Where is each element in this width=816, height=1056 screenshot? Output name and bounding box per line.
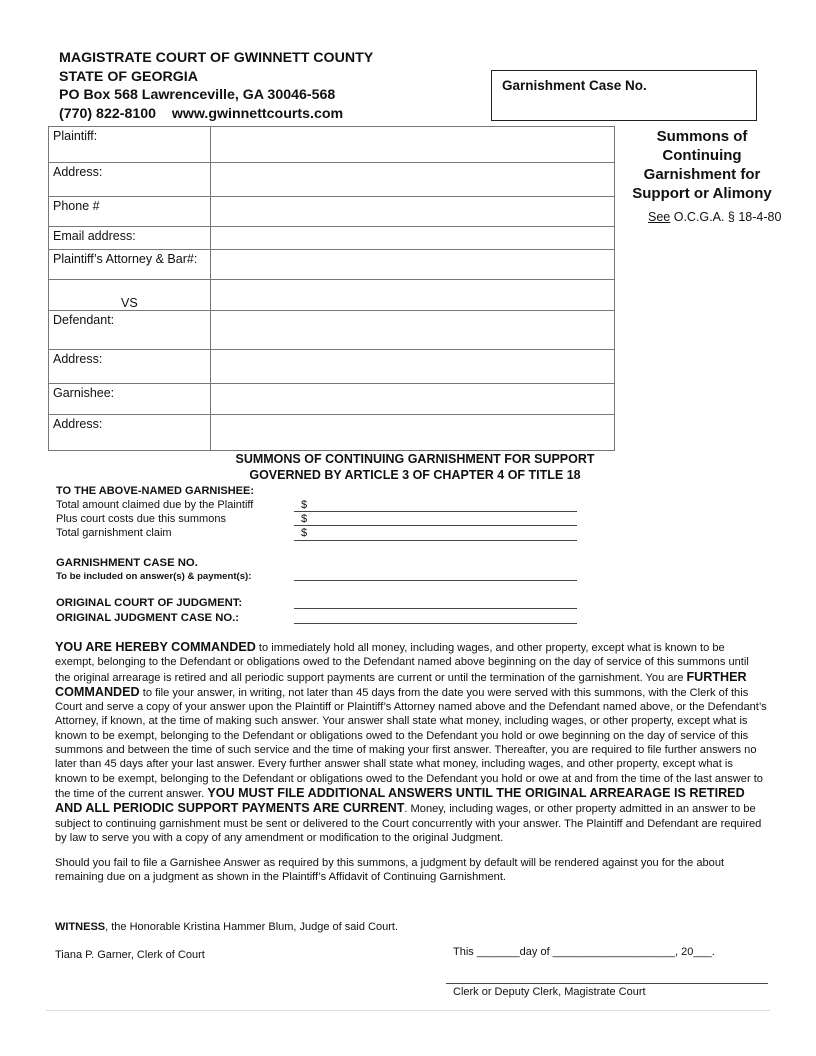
phone-field[interactable] [211,197,615,227]
command-paragraph [55,640,767,845]
court-address: PO Box 568 Lawrenceville, GA 30046-568 [59,87,336,103]
total-claim-field[interactable] [294,540,577,541]
garnishee-address-label: Address: [49,415,211,451]
currency-symbol: $ [301,527,308,539]
body-text: . Money, including wages, or other property admitted in an answer to be subject to continuing garnishment must be sent or delivered to the Court concurrently with your answer. The Plaintiff and Defendant are required by law to serve you with a copy of any amendment or modification to the original Judgment. [55,803,762,844]
plaintiff-label: Plaintiff: [49,127,211,163]
defendant-field[interactable] [211,311,615,350]
garnishee-field[interactable] [211,384,615,415]
defendant-address-field[interactable] [211,350,615,384]
phone-label: Phone # [49,197,211,227]
case-no-field[interactable] [294,580,577,581]
parties-table [48,126,615,451]
default-paragraph: Should you fail to file a Garnishee Answer as required by this summons, a judgment by default will be rendered against you for the about remaining due on a judgment as shown in the Plaintiff’s Affidavit of Continuing Garnishment. [55,857,725,884]
court-costs-label: Plus court costs due this summons [56,513,226,525]
witness-label: WITNESS [55,921,106,933]
currency-symbol: $ [301,499,308,511]
must-file-notice: YOU MUST FILE ADDITIONAL ANSWERS UNTIL THE ORIGINAL ARREARAGE IS RETIRED AND ALL PERIODIC SUPPORT PAYMENTS ARE CURRENT [55,785,745,816]
signature-line[interactable] [446,983,768,984]
garnishee-label: Garnishee: [49,384,211,415]
further-commanded: FURTHER COMMANDED [55,669,747,699]
original-court-label: ORIGINAL COURT OF JUDGMENT: [56,597,243,609]
vs-label: VS [49,280,211,311]
statute-reference [648,210,781,224]
court-phone: (770) 822-8100 [59,105,157,122]
attorney-field[interactable] [211,250,615,280]
case-no-note: To be included on answer(s) & payment(s): [56,571,252,582]
defendant-address-label: Address: [49,350,211,384]
witness-line [55,921,398,933]
form-title-line: Continuing [662,147,742,164]
see-label: See [648,210,671,224]
summons-heading-line: SUMMONS OF CONTINUING GARNISHMENT FOR SUPPORT [235,452,595,466]
court-state: STATE OF GEORGIA [59,68,198,85]
total-claimed-field[interactable] [294,511,577,512]
clerk-name: Tiana P. Garner, Clerk of Court [55,949,205,961]
witness-text: , the Honorable Kristina Hammer Blum, Judge of said Court. [105,921,398,933]
citation: O.C.G.A. § 18-4-80 [673,210,782,224]
form-title-line: Support or Alimony [632,185,772,202]
original-court-field[interactable] [294,608,577,609]
court-contact [59,105,373,124]
to-garnishee-label: TO THE ABOVE-NAMED GARNISHEE: [56,485,255,497]
case-number-label: Garnishment Case No. [502,78,647,93]
defendant-label: Defendant: [49,311,211,350]
plaintiff-address-field[interactable] [211,163,615,197]
form-title-line: Garnishment for [643,166,761,183]
vs-spacer-field[interactable] [211,280,615,311]
email-field[interactable] [211,227,615,250]
court-header [59,49,373,123]
plaintiff-address-label: Address: [49,163,211,197]
summons-heading [200,451,630,483]
total-claim-label: Total garnishment claim [56,527,172,539]
page-divider [46,1010,770,1011]
case-no-label: GARNISHMENT CASE NO. [56,557,198,569]
court-costs-field[interactable] [294,525,577,526]
currency-symbol: $ [301,513,308,525]
garnishee-address-field[interactable] [211,415,615,451]
form-title-line: Summons of [656,128,748,145]
court-name: MAGISTRATE COURT OF GWINNETT COUNTY [59,50,374,66]
attorney-label: Plaintiff’s Attorney & Bar#: [49,250,211,280]
plaintiff-field[interactable] [211,127,615,163]
original-case-label: ORIGINAL JUDGMENT CASE NO.: [56,612,240,624]
summons-body [55,640,767,896]
body-text: to file your answer, in writing, not later than 45 days from the date you were served with this summons, with the Clerk of this Court and serve a copy of your answer upon the Plaintiff or Plaintiff’s Attorney named above and the Defendant named above, or the Defendant’s Attorney, if known, at the time of making such answer. Your answer shall state what money, including wages, or other property, except what is known to be exempt, belonging to the Defendant or obligations owed to the Defendant you hold or owe beginning on the day of service of this summons and between the time of such service and the time of making your first answer. Thereafter, you are required to file further answers no later than 45 days after your last answer. Every further answer shall state what money, including wages, and other property, except what is known to be exempt, belonging to the Defendant or obligations owed to the Defendant you hold or owe at and from the time of the last answer to the time of the current answer. [55,686,767,800]
email-label: Email address: [49,227,211,250]
date-line[interactable]: This _______day of ____________________, 20___. [453,946,715,958]
garnishment-case-number-box[interactable] [491,70,757,121]
hereby-commanded: YOU ARE HEREBY COMMANDED [55,640,256,654]
signature-label: Clerk or Deputy Clerk, Magistrate Court [453,986,646,998]
summons-heading-line: GOVERNED BY ARTICLE 3 OF CHAPTER 4 OF TITLE 18 [249,468,581,482]
form-title [622,127,782,203]
original-case-field[interactable] [294,623,577,624]
body-text: to immediately hold all money, including wages, and other property, except what is known to be exempt, belonging to the Defendant or obligations owed to the Defendant named above beginning on the day of service of this summons until the original arrearage is retired and all periodic support payments are current or until the termination of the garnishment. You are [55,642,749,684]
court-website[interactable]: www.gwinnettcourts.com [171,105,344,122]
total-claimed-label: Total amount claimed due by the Plaintiff [56,499,254,511]
